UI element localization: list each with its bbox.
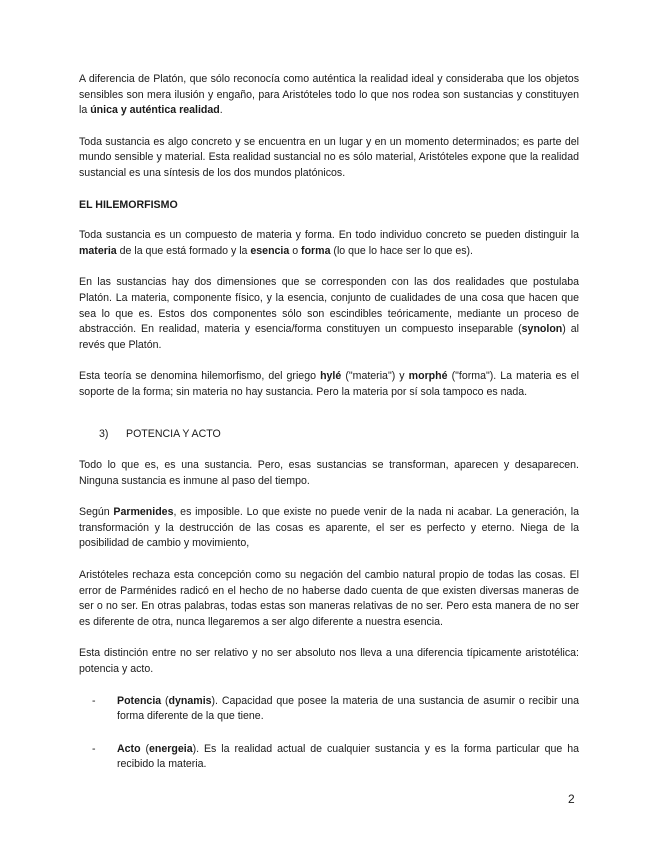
bullet-dash: - <box>92 694 96 707</box>
list-item-acto <box>79 742 579 773</box>
bold-term: energeia <box>149 742 193 755</box>
text-run: (lo que lo hace ser lo que es). <box>330 244 473 257</box>
text-run: A diferencia de Platón, que sólo reconocía como auténtica la realidad ideal y consideraba que los objetos sensibles son mera ilusión y engaño, para Aristóteles todo lo que nos rodea son sustancias y constituyen la <box>79 73 579 117</box>
list-item-potencia <box>79 694 579 725</box>
bold-term: hylé <box>320 370 342 383</box>
paragraph-sustancia-concreta: Toda sustancia es algo concreto y se encuentra en un lugar y en un momento determinados; es parte del mundo sensible y material. Esta realidad sustancial no es sólo material, Aristóteles expone que la realidad sustancial es una síntesis de los dos mundos platónicos. <box>79 135 579 179</box>
page-content <box>79 72 579 790</box>
text-run: Según <box>79 506 114 519</box>
section-title-text: POTENCIA Y ACTO <box>126 427 221 440</box>
heading-hilemorfismo: EL HILEMORFISMO <box>79 198 178 211</box>
paragraph-dos-dimensiones <box>79 275 579 353</box>
text-run: ). Es la realidad actual de cualquier sustancia y es la forma particular que ha recibido la materia. <box>117 742 579 771</box>
bold-term: morphé <box>408 370 448 383</box>
text-run: , es imposible. Lo que existe no puede venir de la nada ni acabar. La generación, la transformación y la destrucción de las cosas es aparente, el ser es perfecto y eterno. Niega de la posibilidad de cambio y movimiento, <box>79 506 579 550</box>
text-run: ). Capacidad que posee la materia de una sustancia de asumir o recibir una forma diferente de la que tiene. <box>117 694 579 723</box>
text-run: En las sustancias hay dos dimensiones que se corresponden con las dos realidades que postulaba Platón. La materia, componente físico, y la esencia, conjunto de cualidades de una cosa que hacen que sea lo que es. Estos dos componentes sólo son escindibles teóricamente, mediante un proceso de abstracción. En realidad, materia y esencia/forma constituyen un compuesto inseparable ( <box>79 276 579 336</box>
bold-term: synolon <box>521 323 563 336</box>
paragraph-distincion: Esta distinción entre no ser relativo y no ser absoluto nos lleva a una diferencia típicamente aristotélica: potencia y acto. <box>79 647 579 676</box>
page-number: 2 <box>568 792 575 806</box>
bold-term: Parmenides <box>113 506 174 519</box>
text-run: ( <box>161 694 169 707</box>
paragraph-materia-forma <box>79 228 579 259</box>
text-run: Esta teoría se denomina hilemorfismo, del griego <box>79 370 321 383</box>
bold-term: esencia <box>250 244 290 257</box>
text-run: de la que está formado y la <box>116 244 251 257</box>
section-number: 3) <box>99 427 109 440</box>
bold-term: materia <box>79 244 117 257</box>
bold-term: única y auténtica realidad <box>90 104 220 117</box>
paragraph-todo-es-sustancia: Todo lo que es, es una sustancia. Pero, esas sustancias se transforman, aparecen y desaparecen. Ninguna sustancia es inmune al paso del tiempo. <box>79 459 579 487</box>
text-run: ( <box>140 742 150 755</box>
text-run: ) al revés que Platón. <box>79 323 579 351</box>
text-run: ("forma"). La materia es el soporte de la forma; sin materia no hay sustancia. Pero la materia por sí sola tampoco es nada. <box>79 370 580 398</box>
text-run: o <box>289 244 302 257</box>
bold-term: dynamis <box>168 694 212 707</box>
text-run: ("materia") y <box>341 370 409 383</box>
paragraph-aristoteles-rechaza: Aristóteles rechaza esta concepción como su negación del cambio natural propio de todas las cosas. El error de Parménides radicó en el hecho de no haberse dado cuenta de que existen diversas maneras de ser o no ser. En otras palabras, todas estas son maneras relativas de no ser. Pero esta manera de no ser es diferente de otra, nunca llegaremos a ser algo diferente a nuestra esencia. <box>79 569 579 628</box>
bold-term: Potencia <box>117 694 162 707</box>
bold-term: Acto <box>117 742 141 755</box>
bullet-dash: - <box>92 742 96 755</box>
bold-term: forma <box>301 244 331 257</box>
paragraph-hilemorfismo-definicion <box>79 369 579 400</box>
paragraph-platon-aristoteles <box>79 72 579 119</box>
text-run: Toda sustancia es un compuesto de materia y forma. En todo individuo concreto se pueden distinguir la <box>79 229 579 242</box>
section-title-potencia-acto <box>99 427 579 443</box>
text-run: . <box>219 104 223 117</box>
paragraph-parmenides <box>79 505 579 552</box>
